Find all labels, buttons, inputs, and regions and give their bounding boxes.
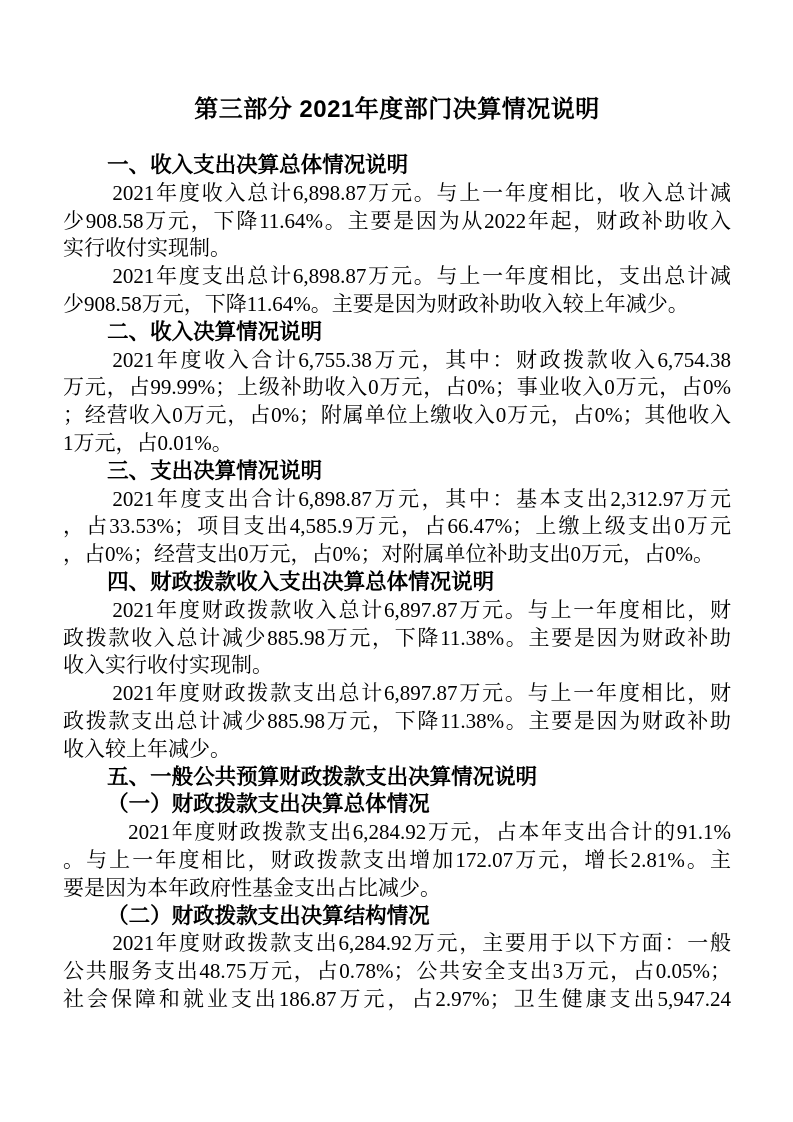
text-line: ，占0%；经营支出0万元，占0%；对附属单位补助支出0万元，占0%。 xyxy=(63,542,714,567)
text-line: 收入实行收付实现制。 xyxy=(63,653,273,678)
text-line: 1万元，占0.01%。 xyxy=(63,430,233,455)
text-line: 。与上一年度相比，财政拨款支出增加172.07万元，增长2.81%。主 xyxy=(63,847,731,872)
text-line: 2021年度收入合计6,755.38万元，其中：财政拨款收入6,754.38 xyxy=(112,347,731,372)
text-line: 2021年度财政拨款收入总计6,897.87万元。与上一年度相比，财 xyxy=(112,597,731,622)
paragraph xyxy=(63,347,731,458)
text-line: 2021年度财政拨款支出总计6,897.87万元。与上一年度相比，财 xyxy=(112,681,731,706)
text-line: 2021年度支出总计6,898.87万元。与上一年度相比，支出总计减 xyxy=(112,264,731,289)
text-line: 2021年度收入总计6,898.87万元。与上一年度相比，收入总计减 xyxy=(112,180,731,205)
paragraph xyxy=(63,819,731,902)
paragraph xyxy=(63,680,731,763)
paragraph xyxy=(63,930,731,1013)
document-body xyxy=(63,152,731,1014)
text-line: ，占33.53%；项目支出4,585.9万元，占66.47%；上缴上级支出0万元 xyxy=(63,514,731,539)
sub-section-heading: （一）财政拨款支出决算总体情况 xyxy=(107,792,430,817)
section-heading: 二、收入决算情况说明 xyxy=(107,319,323,344)
text-line: 2021年度财政拨款支出6,284.92万元，占本年支出合计的91.1% xyxy=(128,820,731,845)
section-heading: 三、支出决算情况说明 xyxy=(107,458,323,483)
text-line: 少908.58万元，下降11.64%。主要是因为财政补助收入较上年减少。 xyxy=(63,291,689,316)
text-line: 政拨款收入总计减少885.98万元，下降11.38%。主要是因为财政补助 xyxy=(63,625,731,650)
text-line: 少908.58万元，下降11.64%。主要是因为从2022年起，财政补助收入 xyxy=(63,208,731,233)
section-heading: 五、一般公共预算财政拨款支出决算情况说明 xyxy=(107,764,538,789)
text-line: 实行收付实现制。 xyxy=(63,236,231,261)
section-heading: 一、收入支出决算总体情况说明 xyxy=(107,153,409,177)
text-line: 要是因为本年政府性基金支出占比减少。 xyxy=(63,875,441,900)
text-line: 万元，占99.99%；上级补助收入0万元，占0%；事业收入0万元，占0% xyxy=(63,375,731,400)
paragraph xyxy=(63,180,731,263)
document-title: 第三部分 2021年度部门决算情况说明 xyxy=(194,96,600,123)
text-line: ；经营收入0万元，占0%；附属单位上缴收入0万元，占0%；其他收入 xyxy=(63,403,731,428)
text-line: 2021年度支出合计6,898.87万元，其中：基本支出2,312.97万元 xyxy=(112,486,731,511)
text-line: 政拨款支出总计减少885.98万元，下降11.38%。主要是因为财政补助 xyxy=(63,708,731,733)
sub-section-heading: （二）财政拨款支出决算结构情况 xyxy=(107,903,430,928)
paragraph xyxy=(63,597,731,680)
text-line: 社会保障和就业支出186.87万元，占2.97%；卫生健康支出5,947.24 xyxy=(63,986,731,1011)
text-line: 2021年度财政拨款支出6,284.92万元，主要用于以下方面：一般 xyxy=(112,931,731,956)
paragraph xyxy=(63,263,731,319)
paragraph xyxy=(63,486,731,569)
section-heading: 四、财政拨款收入支出决算总体情况说明 xyxy=(107,569,495,594)
text-line: 收入较上年减少。 xyxy=(63,736,231,761)
text-line: 公共服务支出48.75万元，占0.78%；公共安全支出3万元，占0.05%； xyxy=(63,959,731,984)
